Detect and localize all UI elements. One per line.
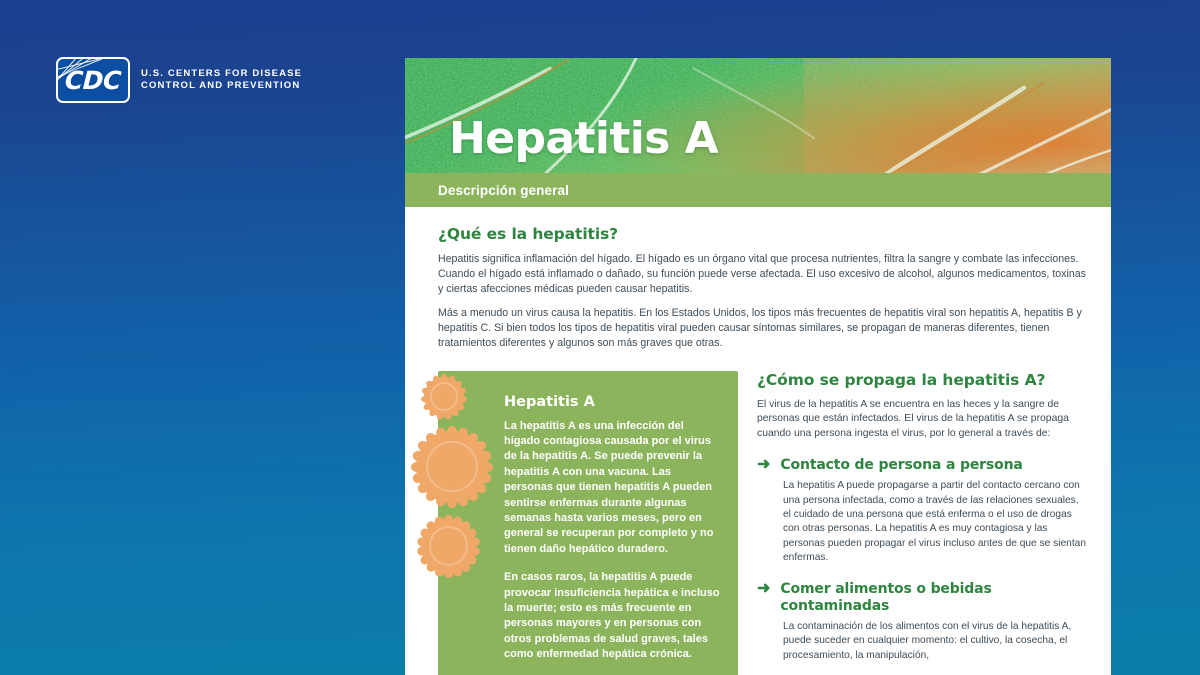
virus-particle-icon: [416, 431, 488, 503]
callout-column: [438, 371, 738, 675]
overview-paragraph-2: Más a menudo un virus causa la hepatitis. En los Estados Unidos, los tipos más frecuentes de hepatitis viral son hepatitis A, hepatitis B y hepatitis C. Si bien todos los tipos de hepatitis viral pueden causar síntomas similares, se propagan de maneras diferentes, tienen tratamientos diferentes y algunos son más graves que otras.: [438, 307, 1082, 350]
spread-item-body: La contaminación de los alimentos con el virus de la hepatitis A, puede suceder en cualquier momento: el cultivo, la cosecha, el procesamiento, la manipulación,: [783, 621, 1072, 661]
overview-heading: ¿Qué es la hepatitis?: [438, 225, 619, 243]
spread-item-person-to-person: [757, 457, 1087, 565]
document-section-bar-label: Descripción general: [438, 182, 569, 198]
callout-paragraph-1: La hepatitis A es una infección del hígado contagiosa causada por el virus de la hepatitis A. Se puede prevenir la hepatitis A con una vacuna. Las personas que tienen hepatitis A pueden sentirse enfermas durante algunas semanas hasta varios meses, pero en general se recuperan por completo y no tienen daño hepático duradero.: [504, 419, 714, 555]
overview-paragraph-1: Hepatitis significa inflamación del hígado. El hígado es un órgano vital que procesa nutrientes, filtra la sangre y combate las infecciones. Cuando el hígado está inflamado o dañado, su función puede verse afectada. El uso excesivo de alcohol, algunos medicamentos, toxinas y ciertas afecciones médicas pueden causar hepatitis.: [438, 253, 1086, 296]
document-hero-title: Hepatitis A: [449, 113, 719, 164]
callout-paragraph-2: En casos raros, la hepatitis A puede provocar insuficiencia hepática e incluso la muerte; esto es más frecuente en personas mayores y en personas con otros problemas de salud graves, tales como enfermedad hepática crónica.: [504, 571, 720, 661]
cdc-logo-icon: [56, 57, 130, 103]
spread-item-title: Comer alimentos o bebidas contaminadas: [780, 581, 992, 615]
spread-column: [757, 371, 1087, 675]
cdc-logo-lockup: [56, 57, 302, 103]
virus-particle-icon: [424, 377, 464, 417]
virus-particle-icon: [421, 519, 476, 574]
spread-item-title: Contacto de persona a persona: [780, 457, 1023, 474]
two-column-area: [438, 371, 1088, 675]
hepatitis-a-callout: [438, 371, 738, 675]
cdc-agency-line-2: CONTROL AND PREVENTION: [141, 80, 301, 91]
spread-item-body: La hepatitis A puede propagarse a partir del contacto cercano con una persona infectada, como a través de las relaciones sexuales, el cuidado de una persona que está enferma o el uso de drogas con otras personas. La hepatitis A es muy contagiosa y las personas pueden propagar el virus incluso antes de que se sientan enfermas.: [783, 480, 1086, 563]
cdc-agency-name: [141, 68, 302, 93]
arrow-right-icon: ➜: [757, 456, 771, 474]
document-hero-banner: [405, 58, 1111, 173]
document-page: [405, 58, 1111, 675]
document-section-bar: [405, 173, 1111, 207]
cdc-agency-line-1: U.S. CENTERS FOR DISEASE: [141, 67, 303, 79]
document-body: [405, 207, 1111, 675]
spread-heading: ¿Cómo se propaga la hepatitis A?: [757, 370, 1046, 389]
spread-intro: El virus de la hepatitis A se encuentra en las heces y la sangre de personas que están infectados. El virus de la hepatitis A se propaga cuando una persona ingesta el virus, por lo general a través de:: [757, 398, 1069, 439]
arrow-right-icon: ➜: [757, 580, 771, 598]
spread-item-contaminated-food: [757, 581, 1087, 663]
callout-title: Hepatitis A: [504, 393, 595, 410]
cdc-logo-letters: CDC: [64, 65, 122, 95]
